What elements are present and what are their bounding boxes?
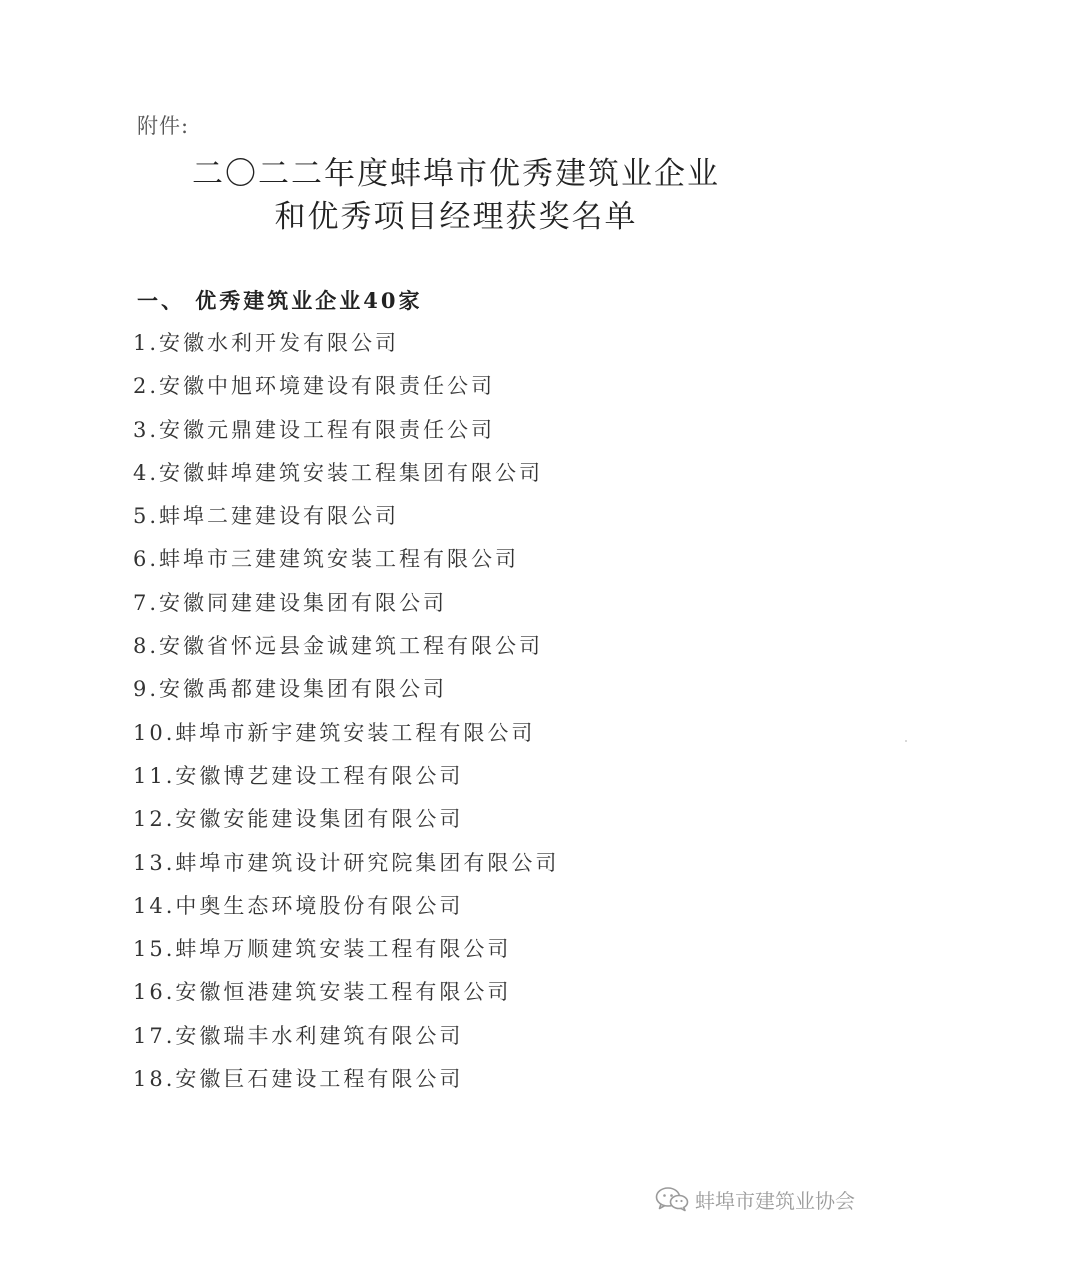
watermark-text: 蚌埠市建筑业协会 bbox=[695, 1188, 855, 1213]
list-item: 9.安徽禹都建设集团有限公司 bbox=[133, 677, 448, 702]
list-item: 12.安徽安能建设集团有限公司 bbox=[133, 807, 464, 832]
list-item: 16.安徽恒港建筑安装工程有限公司 bbox=[133, 980, 512, 1005]
company-list bbox=[133, 327, 559, 1106]
list-item: 4.安徽蚌埠建筑安装工程集团有限公司 bbox=[133, 460, 544, 485]
list-item: 13.蚌埠市建筑设计研究院集团有限公司 bbox=[133, 850, 560, 875]
wechat-icon bbox=[655, 1186, 689, 1212]
list-item: 14.中奥生态环境股份有限公司 bbox=[133, 893, 464, 918]
document-title-line-2: 和优秀项目经理获奖名单 bbox=[274, 199, 638, 235]
list-item: 8.安徽省怀远县金诚建筑工程有限公司 bbox=[133, 634, 544, 659]
list-item: 7.安徽同建建设集团有限公司 bbox=[133, 590, 448, 615]
list-item: 17.安徽瑞丰水利建筑有限公司 bbox=[133, 1023, 464, 1048]
list-item: 1.安徽水利开发有限公司 bbox=[133, 331, 400, 355]
list-item: 6.蚌埠市三建建筑安装工程有限公司 bbox=[133, 547, 520, 572]
list-item: 11.安徽博艺建设工程有限公司 bbox=[133, 763, 464, 788]
list-item: 3.安徽元鼎建设工程有限责任公司 bbox=[133, 417, 496, 442]
list-item: 18.安徽巨石建设工程有限公司 bbox=[133, 1067, 464, 1092]
list-item: 2.安徽中旭环境建设有限责任公司 bbox=[133, 374, 496, 399]
scan-speck bbox=[905, 740, 907, 742]
list-item: 10.蚌埠市新宇建筑安装工程有限公司 bbox=[133, 720, 536, 745]
list-item: 15.蚌埠万顺建筑安装工程有限公司 bbox=[133, 937, 512, 962]
document-title-line-1: 二〇二二年度蚌埠市优秀建筑业企业 bbox=[192, 156, 720, 192]
attachment-label: 附件: bbox=[137, 114, 190, 138]
section-heading: 一、 优秀建筑业企业40家 bbox=[137, 288, 423, 313]
watermark bbox=[655, 1182, 855, 1216]
list-item: 5.蚌埠二建建设有限公司 bbox=[133, 504, 400, 529]
